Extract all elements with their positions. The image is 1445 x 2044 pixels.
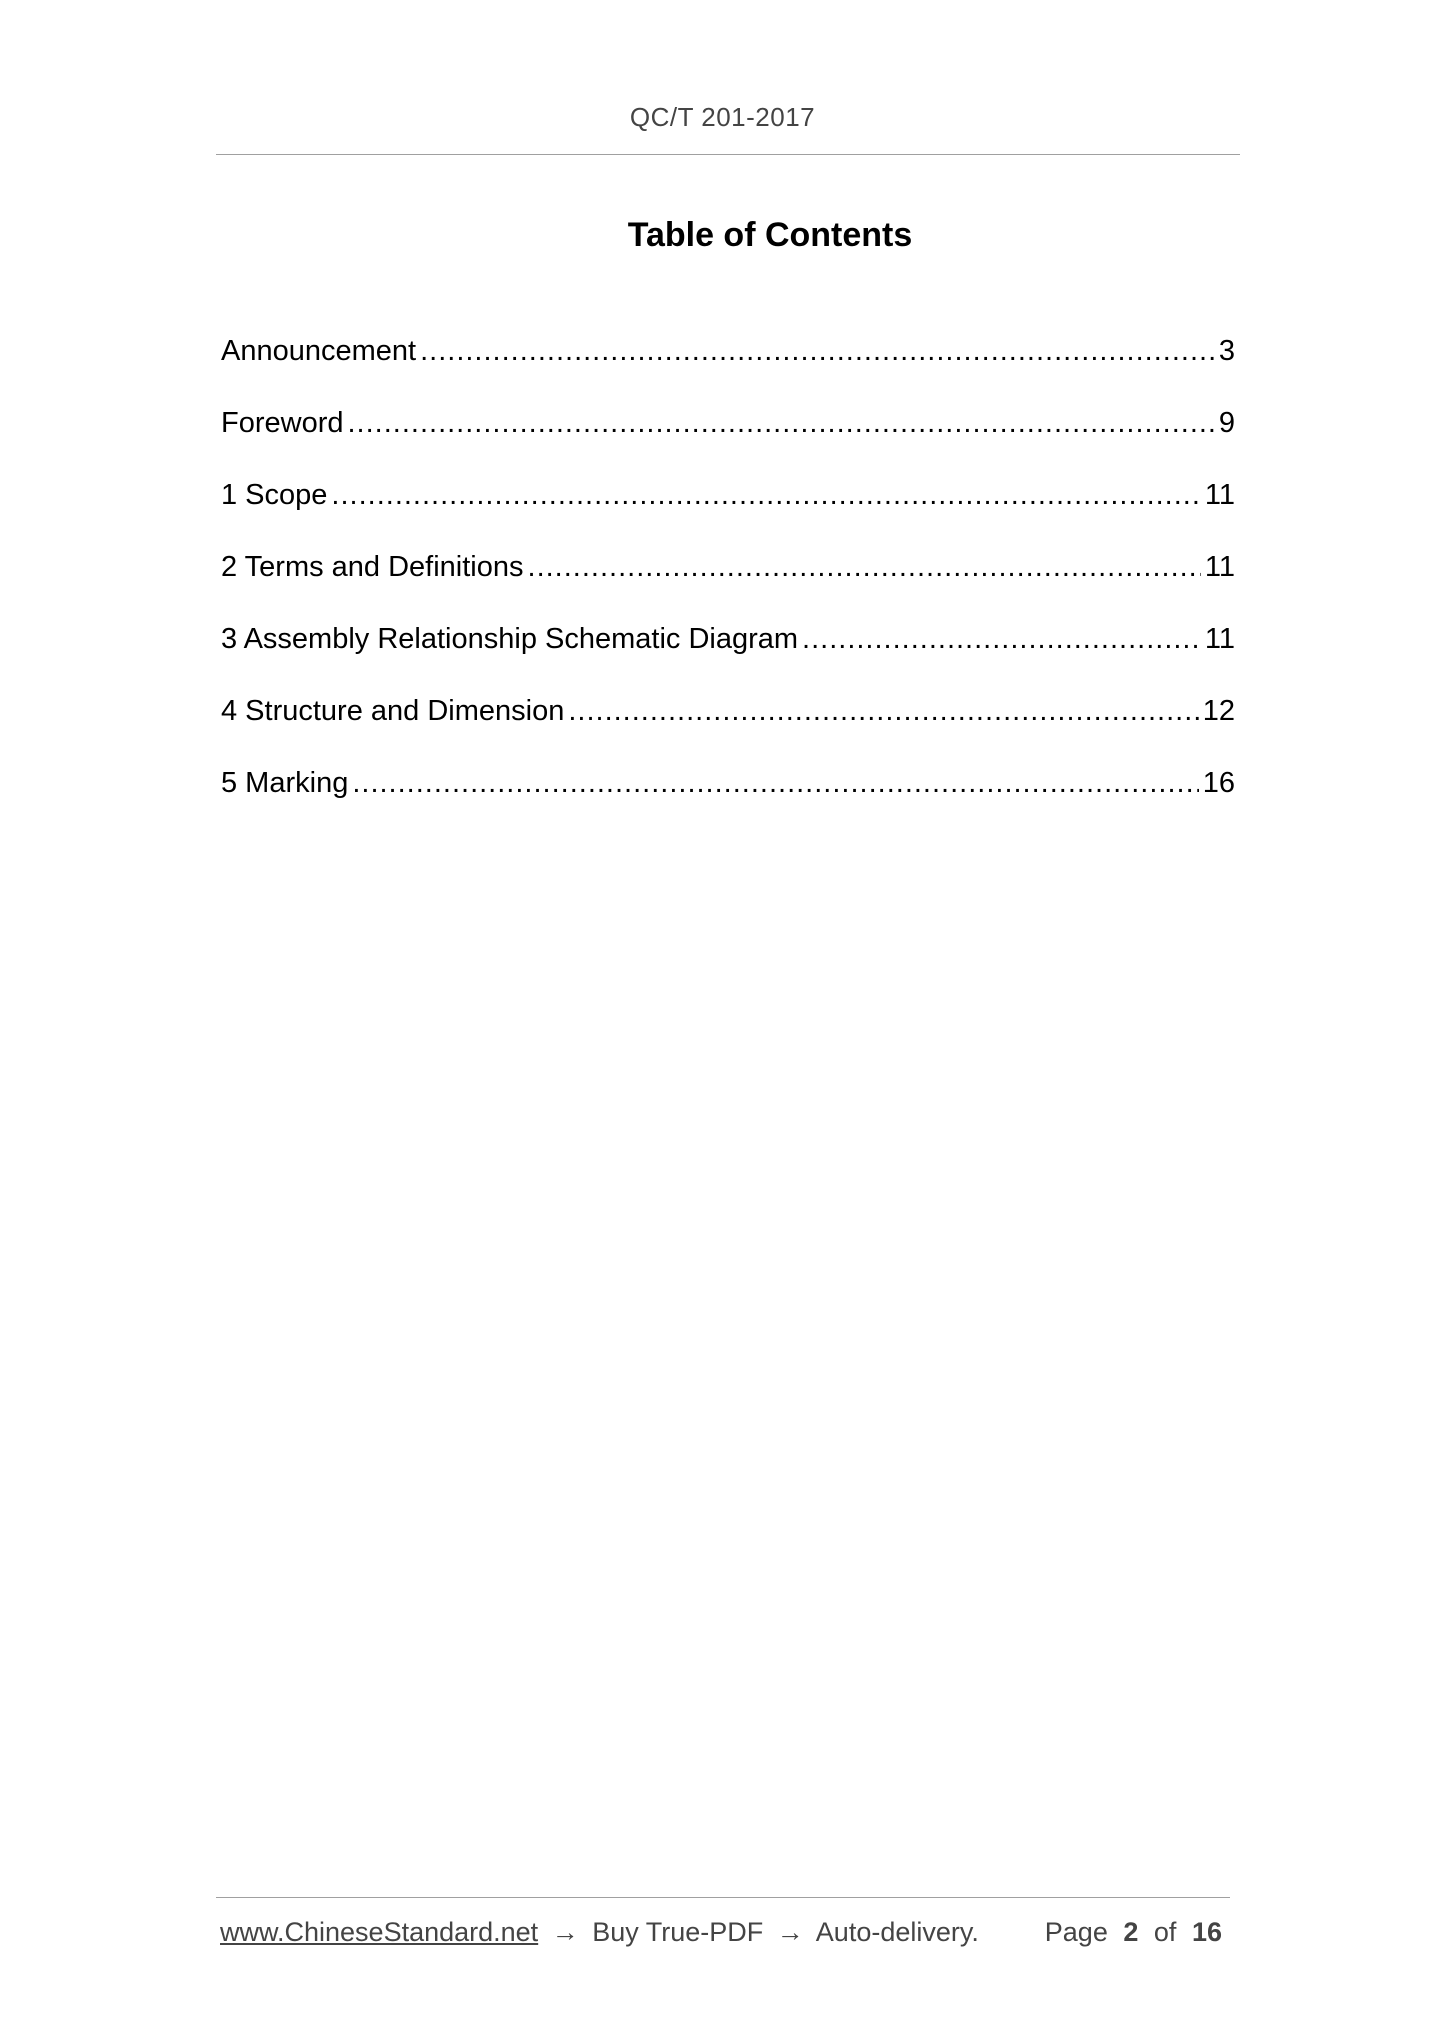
buy-true-pdf-text: Buy True-PDF: [592, 1917, 764, 1947]
document-code: QC/T 201-2017: [629, 102, 816, 132]
toc-list: [221, 335, 1235, 839]
toc-leader-dots: [352, 767, 1198, 800]
toc-entry-marking[interactable]: [221, 767, 1235, 839]
website-link[interactable]: www.ChineseStandard.net: [220, 1917, 539, 1947]
toc-entry-label: 4 Structure and Dimension: [221, 695, 565, 727]
toc-entry-page: 11: [1204, 623, 1235, 655]
toc-leader-dots: [568, 695, 1198, 728]
page-indicator: [1045, 1917, 1230, 1948]
toc-entry-assembly-diagram[interactable]: [221, 623, 1235, 695]
auto-delivery-text: Auto-delivery.: [815, 1917, 979, 1947]
toc-entry-scope[interactable]: [221, 479, 1235, 551]
toc-entry-page: 11: [1204, 479, 1235, 511]
toc-entry-page: 16: [1202, 767, 1235, 799]
toc-leader-dots: [331, 479, 1200, 512]
toc-leader-dots: [528, 551, 1201, 584]
footer-divider: [216, 1897, 1230, 1898]
toc-entry-structure-and-dimension[interactable]: [221, 695, 1235, 767]
toc-leader-dots: [348, 407, 1215, 440]
right-arrow-icon: →: [776, 1917, 804, 1947]
current-page-number: 2: [1123, 1917, 1139, 1947]
toc-entry-page: 11: [1204, 551, 1235, 583]
toc-leader-dots: [420, 335, 1215, 368]
toc-entry-label: 2 Terms and Definitions: [221, 551, 524, 583]
toc-title: Table of Contents: [627, 216, 913, 254]
toc-entry-page: 9: [1218, 407, 1235, 439]
total-pages-number: 16: [1191, 1917, 1222, 1947]
header-divider: [216, 154, 1240, 155]
page-word: Page: [1044, 1917, 1108, 1947]
toc-entry-label: Foreword: [221, 407, 344, 439]
toc-leader-dots: [802, 623, 1201, 656]
toc-entry-page: 12: [1202, 695, 1235, 727]
toc-entry-terms-and-definitions[interactable]: [221, 551, 1235, 623]
toc-entry-label: 1 Scope: [221, 479, 328, 511]
toc-entry-foreword[interactable]: [221, 407, 1235, 479]
toc-entry-label: Announcement: [221, 335, 417, 367]
toc-entry-announcement[interactable]: [221, 335, 1235, 407]
toc-entry-label: 3 Assembly Relationship Schematic Diagram: [221, 623, 799, 655]
right-arrow-icon: →: [551, 1917, 579, 1947]
toc-entry-page: 3: [1218, 335, 1235, 367]
toc-entry-label: 5 Marking: [221, 767, 349, 799]
of-word: of: [1153, 1917, 1177, 1947]
footer-promo: [220, 1917, 979, 1948]
